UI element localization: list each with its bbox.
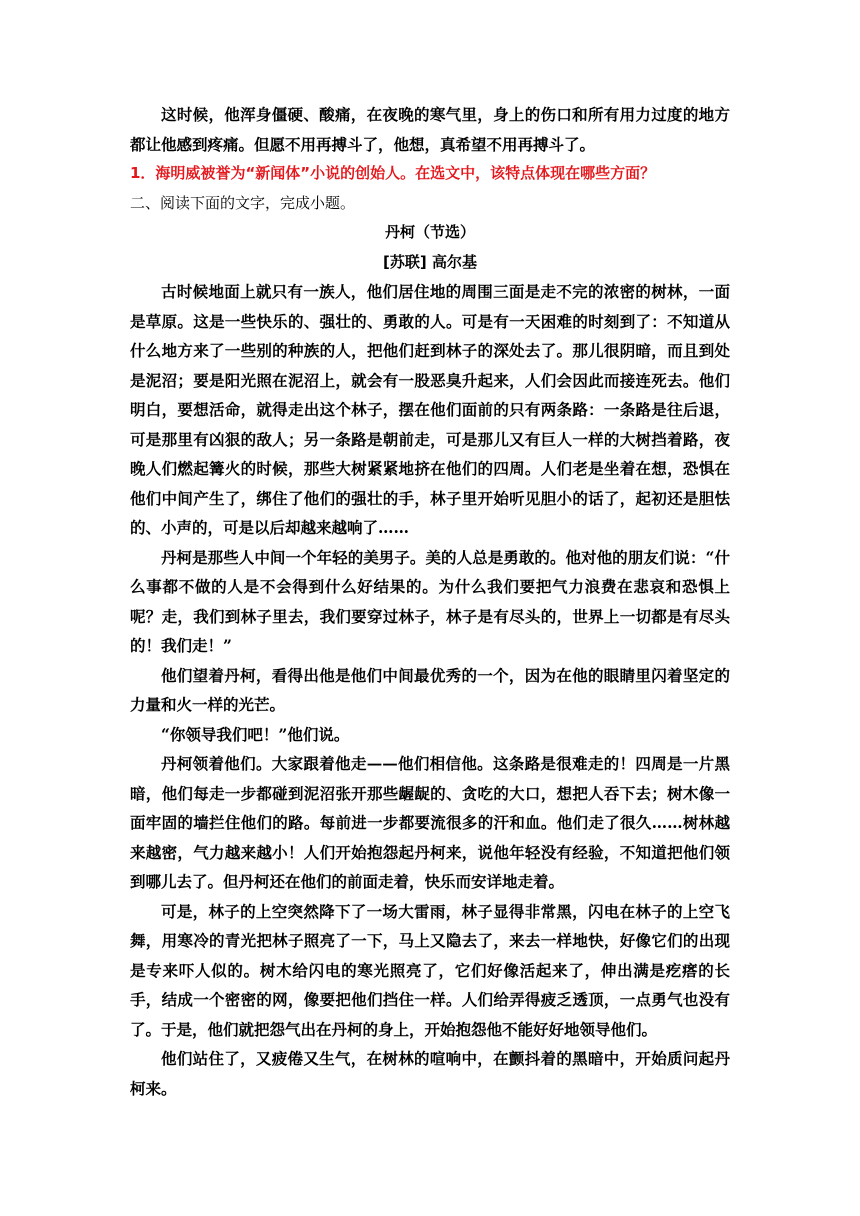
article-paragraph: 丹柯是那些人中间一个年轻的美男子。美的人总是勇敢的。他对他的朋友们说：“什么事都不做的人是不会得到什么好结果的。为什么我们要把气力浪费在悲哀和恐惧上呢？走，我们到林子里去，我们要穿过林子，林子是有尽头的，世界上一切都是有尽头的！我们走！” — [130, 547, 730, 655]
article-paragraph: 丹柯领着他们。大家跟着他走——他们相信他。这条路是很难走的！四周是一片黑暗，他们每走一步都碰到泥沼张开那些龌龊的、贪吃的大口，想把人吞下去；树木像一面牢固的墙拦住他们的路。每前进一步都要流很多的汗和血。他们走了很久……树林越来越密，气力越来越小！人们开始抱怨起丹柯来，说他年轻没有经验，不知道把他们领到哪儿去了。但丹柯还在他们的前面走着，快乐而安详地走着。 — [130, 754, 730, 891]
article-paragraph: 可是，林子的上空突然降下了一场大雷雨，林子显得非常黑，闪电在林子的上空飞舞，用寒冷的青光把林子照亮了一下，马上又隐去了，来去一样地快，好像它们的出现是专来吓人似的。树木给闪电的寒光照亮了，它们好像活起来了，伸出满是疙瘩的长手，结成一个密密的网，像要把他们挡住一样。人们给弄得疲乏透顶，一点勇气也没有了。于是，他们就把怨气出在丹柯的身上，开始抱怨他不能好好地领导他们。 — [130, 901, 730, 1039]
article-paragraph: 古时候地面上就只有一族人，他们居住地的周围三面是走不完的浓密的树林，一面是草原。这是一些快乐的、强壮的、勇敢的人。可是有一天困难的时刻到了：不知道从什么地方来了一些别的种族的人，把他们赶到林子的深处去了。那儿很阴暗，而且到处是泥沼；要是阳光照在泥沼上，就会有一股恶臭升起来，人们会因此而接连死去。他们明白，要想活命，就得走出这个林子，摆在他们面前的只有两条路：一条路是往后退，可是那里有凶狠的敌人；另一条路是朝前走，可是那儿又有巨人一样的大树挡着路，夜晚人们燃起篝火的时候，那些大树紧紧地挤在他们的四周。人们老是坐着在想，恐惧在他们中间产生了，绑住了他们的强壮的手，林子里开始听见胆小的话了，起初还是胆怯的、小声的，可是以后却越来越响了…… — [130, 282, 730, 537]
document-content — [130, 100, 730, 1103]
article-paragraph: “你领导我们吧！”他们说。 — [161, 724, 350, 744]
question-1: 1．海明威被誉为“新闻体”小说的创始人。在选文中，该特点体现在哪些方面？ — [130, 164, 656, 182]
top-paragraph: 这时候，他浑身僵硬、酸痛，在夜晚的寒气里，身上的伤口和所有用力过度的地方都让他感到疼痛。但愿不用再搏斗了，他想，真希望不用再搏斗了。 — [130, 105, 730, 154]
article-paragraph: 他们望着丹柯，看得出他是他们中间最优秀的一个，因为在他的眼睛里闪着坚定的力量和火一样的光芒。 — [130, 665, 730, 714]
article-title: 丹柯（节选） — [384, 223, 475, 241]
section-2-heading: 二、阅读下面的文字，完成小题。 — [130, 193, 356, 212]
article-paragraph: 他们站住了，又疲倦又生气，在树林的喧响中，在颤抖着的黑暗中，开始质问起丹柯来。 — [130, 1049, 730, 1098]
article-author: [苏联] 高尔基 — [383, 252, 477, 271]
